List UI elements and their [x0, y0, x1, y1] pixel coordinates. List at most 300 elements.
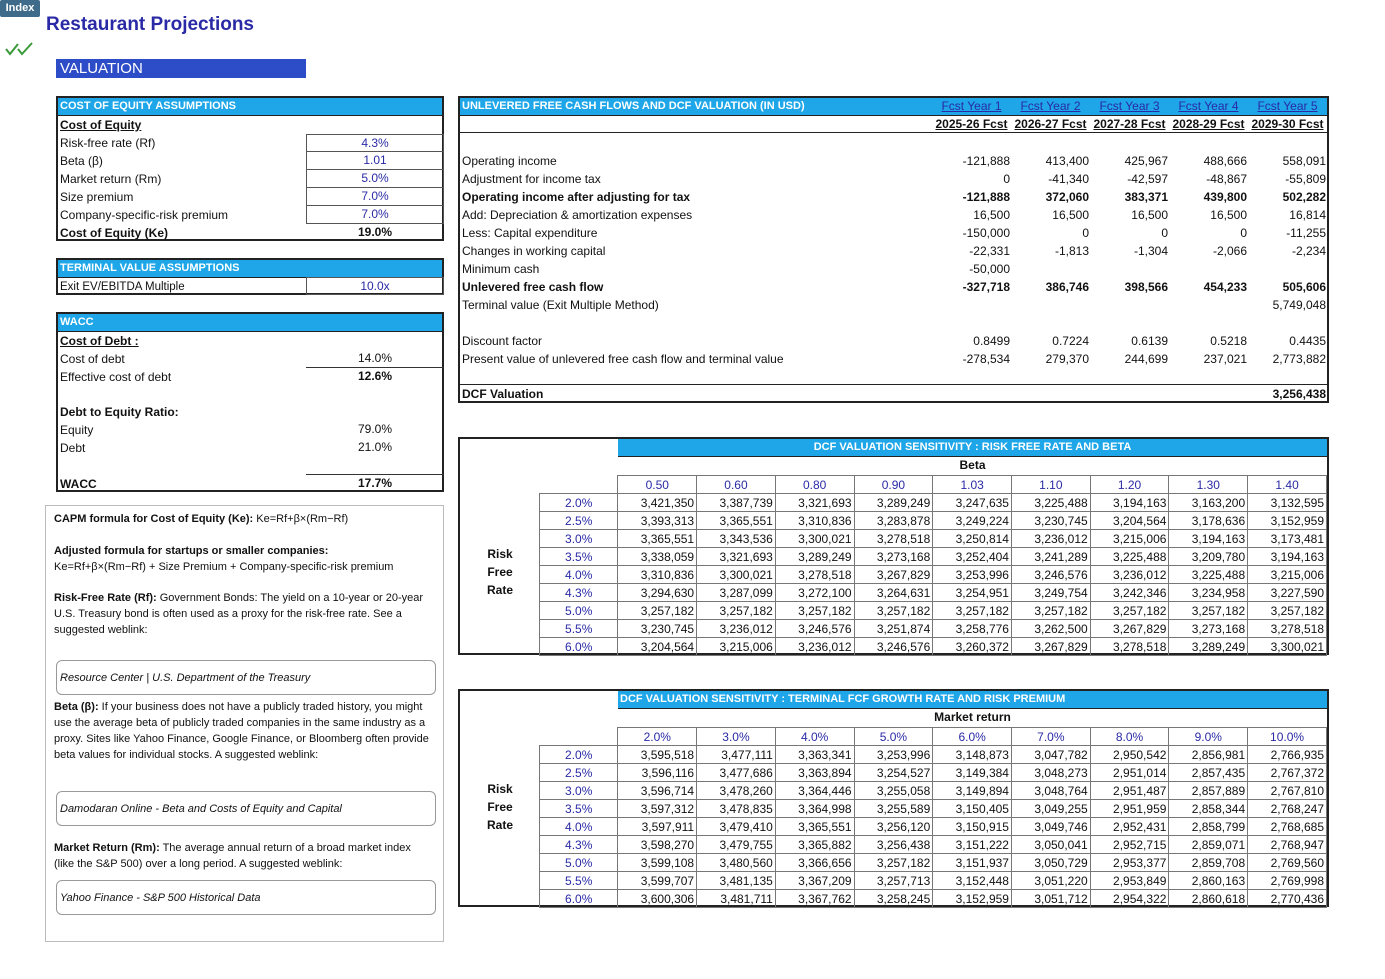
- beta-note-title: Beta (β):: [54, 701, 99, 713]
- table-cell: 3,215,006: [1248, 566, 1327, 584]
- debt-value: 21.0%: [357, 440, 393, 454]
- table-cell: 3,283,878: [854, 512, 933, 530]
- table-cell: 3,267,829: [1090, 620, 1169, 638]
- table-cell: 3,267,829: [854, 566, 933, 584]
- table-cell: 3,225,488: [1169, 566, 1248, 584]
- dcf-header: UNLEVERED FREE CASH FLOWS AND DCF VALUATION (IN USD): [460, 98, 930, 116]
- table-cell: 2,953,377: [1090, 854, 1169, 872]
- dcf-row-value: [1009, 260, 1089, 278]
- table-cell: 3,257,182: [697, 602, 776, 620]
- table-cell: 3,365,882: [775, 836, 854, 854]
- dcf-row-value: 16,500: [1052, 208, 1089, 222]
- dcf-row-value: -55,809: [1285, 172, 1326, 186]
- row-header: 4.0%: [540, 566, 618, 584]
- wacc-header: WACC: [58, 314, 442, 332]
- table-row: [540, 818, 1327, 836]
- column-header: 0.60: [697, 476, 776, 494]
- table-cell: 3,367,762: [775, 890, 854, 908]
- fcst-year2-link[interactable]: Fcst Year 2: [1020, 99, 1081, 113]
- dcf-panel: [458, 96, 1329, 403]
- table-cell: 3,234,958: [1169, 584, 1248, 602]
- adjusted-formula: Ke=Rf+β×(Rm−Rf) + Size Premium + Company-specific-risk premium: [54, 561, 394, 573]
- table-cell: 3,289,249: [1169, 638, 1248, 656]
- discount-factor-value: 0.5218: [1210, 334, 1247, 348]
- table-cell: 3,363,894: [775, 764, 854, 782]
- dcf-row-value: 0: [1082, 226, 1089, 240]
- table-cell: 3,287,099: [697, 584, 776, 602]
- table-row: [540, 872, 1327, 890]
- row-header: 3.0%: [540, 530, 618, 548]
- table-cell: 3,225,488: [1090, 548, 1169, 566]
- table-cell: 3,173,481: [1248, 530, 1327, 548]
- dcf-row-label: Terminal value (Exit Multiple Method): [462, 298, 659, 312]
- risk-axis-title: Free: [487, 565, 513, 579]
- table-cell: 3,300,021: [1248, 638, 1327, 656]
- row-header: 2.5%: [540, 764, 618, 782]
- table-cell: 3,253,996: [933, 566, 1012, 584]
- table-cell: 2,951,487: [1090, 782, 1169, 800]
- rf-note-text: Government Bonds: The yield on a 10-year or 20-year U.S. Treasury bond is often used as a proxy for the risk-free rate. See a suggested weblink:: [54, 592, 424, 636]
- dcf-row-label: Operating income after adjusting for tax: [462, 190, 691, 204]
- dcf-row-value: 16,500: [973, 208, 1010, 222]
- dcf-row-value: 439,800: [1203, 190, 1247, 204]
- table-cell: 3,365,551: [775, 818, 854, 836]
- table-cell: 3,250,814: [933, 530, 1012, 548]
- dcf-row-value: 398,566: [1124, 280, 1168, 294]
- table-cell: 3,481,135: [697, 872, 776, 890]
- dcf-row-value: -48,867: [1206, 172, 1247, 186]
- risk-axis-title: Free: [487, 800, 513, 814]
- dcf-row-value: 558,091: [1282, 154, 1326, 168]
- damodaran-link[interactable]: Damodaran Online - Beta and Costs of Equity and Capital: [56, 791, 436, 826]
- table-cell: 3,600,306: [618, 890, 697, 908]
- rm-label: Market return (Rm): [60, 172, 162, 186]
- table-cell: 3,249,754: [1011, 584, 1090, 602]
- dcf-row-value: [930, 296, 1010, 314]
- table-cell: 3,148,873: [933, 746, 1012, 764]
- treasury-link[interactable]: Resource Center | U.S. Department of the Treasury: [56, 660, 436, 695]
- table-cell: 3,152,959: [1248, 512, 1327, 530]
- table-row: [540, 620, 1327, 638]
- table-cell: 3,242,346: [1090, 584, 1169, 602]
- table-row: [540, 890, 1327, 908]
- dcf-row-value: -22,331: [969, 244, 1010, 258]
- present-value-value: -278,534: [962, 352, 1010, 366]
- exit-multiple-input[interactable]: 10.0x: [306, 277, 444, 295]
- table-cell: 3,152,448: [933, 872, 1012, 890]
- table-row: [540, 764, 1327, 782]
- table-cell: 3,151,222: [933, 836, 1012, 854]
- present-value-value: 244,699: [1124, 352, 1168, 366]
- table-cell: 3,273,168: [854, 548, 933, 566]
- beta-label: Beta (β): [60, 154, 103, 168]
- year-header: 2026-27 Fcst: [1014, 117, 1087, 131]
- risk-axis-title: Rate: [486, 818, 513, 832]
- table-cell: 3,479,755: [697, 836, 776, 854]
- fcst-year3-link[interactable]: Fcst Year 3: [1099, 99, 1160, 113]
- table-cell: 3,365,551: [618, 530, 697, 548]
- double-check-icon: [4, 38, 34, 58]
- dcf-row-value: 372,060: [1045, 190, 1089, 204]
- table-cell: 3,598,270: [618, 836, 697, 854]
- de-ratio-title: Debt to Equity Ratio:: [60, 405, 179, 419]
- column-header: 9.0%: [1169, 728, 1248, 746]
- discount-factor-value: 0.6139: [1131, 334, 1168, 348]
- adjusted-title: Adjusted formula for startups or smaller companies:: [54, 545, 329, 557]
- table-cell: 3,163,200: [1169, 494, 1248, 512]
- dcf-row-value: 0: [1240, 226, 1247, 240]
- dcf-row-value: -41,340: [1048, 172, 1089, 186]
- table-cell: 2,953,849: [1090, 872, 1169, 890]
- table-cell: 3,278,518: [775, 566, 854, 584]
- table-cell: 2,857,889: [1169, 782, 1248, 800]
- dcf-row-value: 505,606: [1282, 280, 1326, 294]
- sensitivity-market-panel: [458, 689, 1329, 907]
- dcf-valuation-value: 3,256,438: [1272, 387, 1326, 401]
- table-cell: 3,258,776: [933, 620, 1012, 638]
- table-cell: 3,236,012: [1090, 566, 1169, 584]
- risk-axis-title: Rate: [486, 583, 513, 597]
- table-row: [540, 602, 1327, 620]
- table-cell: 2,952,715: [1090, 836, 1169, 854]
- table-cell: 2,858,344: [1169, 800, 1248, 818]
- table-cell: 3,480,560: [697, 854, 776, 872]
- terminal-value-header: TERMINAL VALUE ASSUMPTIONS: [58, 260, 442, 278]
- table-cell: 3,241,289: [1011, 548, 1090, 566]
- ke-label: Cost of Equity (Ke): [60, 226, 168, 240]
- cost-of-equity-subtitle: Cost of Equity: [60, 118, 142, 132]
- table-cell: 3,254,951: [933, 584, 1012, 602]
- table-cell: 3,225,488: [1011, 494, 1090, 512]
- dcf-row-value: 425,967: [1124, 154, 1168, 168]
- table-cell: 3,289,249: [854, 494, 933, 512]
- table-row: [540, 566, 1327, 584]
- table-row: [540, 854, 1327, 872]
- terminal-value-panel: [56, 258, 444, 295]
- table-cell: 3,251,874: [854, 620, 933, 638]
- year-header: 2028-29 Fcst: [1172, 117, 1245, 131]
- row-header: 5.5%: [540, 872, 618, 890]
- table-cell: 3,300,021: [697, 566, 776, 584]
- table-cell: 3,478,260: [697, 782, 776, 800]
- present-value-value: 2,773,882: [1272, 352, 1326, 366]
- table-cell: 3,150,915: [933, 818, 1012, 836]
- table-row: [540, 746, 1327, 764]
- table-row: [540, 836, 1327, 854]
- page-title: Restaurant Projections: [46, 14, 254, 35]
- table-cell: 2,857,435: [1169, 764, 1248, 782]
- year-header: 2025-26 Fcst: [935, 117, 1008, 131]
- table-row: [540, 512, 1327, 530]
- table-cell: 2,952,431: [1090, 818, 1169, 836]
- dcf-valuation-label: DCF Valuation: [462, 387, 544, 401]
- table-cell: 3,194,163: [1248, 548, 1327, 566]
- column-header: 10.0%: [1248, 728, 1327, 746]
- column-header: 5.0%: [854, 728, 933, 746]
- table-cell: 3,247,635: [933, 494, 1012, 512]
- table-cell: 3,343,536: [697, 530, 776, 548]
- table-cell: 3,249,224: [933, 512, 1012, 530]
- table-cell: 2,951,014: [1090, 764, 1169, 782]
- table-cell: 3,256,438: [854, 836, 933, 854]
- table-cell: 3,227,590: [1248, 584, 1327, 602]
- dcf-row-value: -121,888: [962, 154, 1010, 168]
- table-cell: 3,151,937: [933, 854, 1012, 872]
- table-cell: 3,236,012: [775, 638, 854, 656]
- table-cell: 3,364,998: [775, 800, 854, 818]
- dcf-row-label: Adjustment for income tax: [462, 172, 601, 186]
- table-cell: 3,597,312: [618, 800, 697, 818]
- table-cell: 3,278,518: [1090, 638, 1169, 656]
- dcf-row-value: -11,255: [1286, 226, 1326, 240]
- row-header: 3.5%: [540, 800, 618, 818]
- table-cell: 3,479,410: [697, 818, 776, 836]
- table-row: [540, 494, 1327, 512]
- row-header: 5.0%: [540, 854, 618, 872]
- size-premium-label: Size premium: [60, 190, 134, 204]
- table-cell: 3,252,404: [933, 548, 1012, 566]
- dcf-row-value: 16,500: [1210, 208, 1247, 222]
- table-cell: 2,860,163: [1169, 872, 1248, 890]
- discount-factor-value: 0.4435: [1289, 334, 1326, 348]
- table-cell: 3,132,595: [1248, 494, 1327, 512]
- table-cell: 3,209,780: [1169, 548, 1248, 566]
- dcf-row-value: -1,813: [1054, 244, 1089, 258]
- table-cell: 3,596,116: [618, 764, 697, 782]
- row-header: 2.0%: [540, 494, 618, 512]
- table-cell: 3,364,446: [775, 782, 854, 800]
- index-button[interactable]: Index: [0, 0, 40, 17]
- table-row: [540, 548, 1327, 566]
- table-cell: 3,051,220: [1011, 872, 1090, 890]
- company-risk-input[interactable]: 7.0%: [306, 206, 444, 224]
- capm-formula: Ke=Rf+β×(Rm−Rf): [253, 513, 349, 525]
- table-cell: 3,366,656: [775, 854, 854, 872]
- table-cell: 3,257,182: [775, 602, 854, 620]
- beta-note-text: If your business does not have a publicly traded history, you might use the average beta of publicly traded companies in the same industry as a proxy. Sites like Yahoo Finance, Google Finance, or Bloomberg often provide beta values for individual stocks. A suggested weblink:: [54, 701, 429, 761]
- table-cell: 3,257,182: [854, 854, 933, 872]
- row-header: 3.0%: [540, 782, 618, 800]
- size-premium-input[interactable]: 7.0%: [306, 188, 444, 206]
- dcf-row-value: 0: [1161, 226, 1168, 240]
- table-cell: 2,769,998: [1248, 872, 1327, 890]
- table-cell: 3,477,686: [697, 764, 776, 782]
- dcf-row-label: Less: Capital expenditure: [462, 226, 598, 240]
- dcf-row-value: 413,400: [1045, 154, 1089, 168]
- dcf-row-value: -42,597: [1127, 172, 1168, 186]
- exit-multiple-label: Exit EV/EBITDA Multiple: [60, 281, 185, 293]
- sensitivity-beta-panel: [458, 437, 1329, 655]
- ke-value: 19.0%: [357, 225, 393, 239]
- dcf-row-value: 5,749,048: [1272, 298, 1326, 312]
- dcf-row-value: [1167, 296, 1247, 314]
- dcf-row-label: Unlevered free cash flow: [462, 280, 604, 294]
- column-header: 7.0%: [1011, 728, 1090, 746]
- dcf-row-value: -150,000: [962, 226, 1010, 240]
- table-row: [540, 530, 1327, 548]
- sensitivity-market-header: DCF VALUATION SENSITIVITY : TERMINAL FCF GROWTH RATE AND RISK PREMIUM: [618, 691, 1327, 709]
- table-cell: 2,859,708: [1169, 854, 1248, 872]
- column-header: 0.90: [854, 476, 933, 494]
- table-cell: 3,262,500: [1011, 620, 1090, 638]
- year-header: 2029-30 Fcst: [1251, 117, 1324, 131]
- table-cell: 3,599,707: [618, 872, 697, 890]
- dcf-row-value: 16,500: [1131, 208, 1168, 222]
- table-cell: 3,049,746: [1011, 818, 1090, 836]
- dcf-row-value: [1246, 260, 1326, 278]
- table-cell: 2,951,959: [1090, 800, 1169, 818]
- yahoo-link[interactable]: Yahoo Finance - S&P 500 Historical Data: [56, 880, 436, 915]
- discount-factor-value: 0.7224: [1052, 334, 1089, 348]
- sensitivity-market-table: [539, 727, 1327, 908]
- table-cell: 3,051,712: [1011, 890, 1090, 908]
- dcf-row-value: [1088, 296, 1168, 314]
- table-cell: 2,770,436: [1248, 890, 1327, 908]
- row-header: 4.0%: [540, 818, 618, 836]
- company-risk-label: Company-specific-risk premium: [60, 208, 229, 222]
- cost-of-debt-value: 14.0%: [306, 350, 444, 368]
- dcf-row-label: Minimum cash: [462, 262, 540, 276]
- table-cell: 3,194,163: [1090, 494, 1169, 512]
- beta-axis-title: Beta: [959, 458, 986, 472]
- dcf-row-value: -327,718: [962, 280, 1010, 294]
- column-header: 3.0%: [697, 728, 776, 746]
- dcf-row-label: Operating income: [462, 154, 557, 168]
- table-cell: 3,289,249: [775, 548, 854, 566]
- table-cell: 3,254,527: [854, 764, 933, 782]
- table-cell: 3,152,959: [933, 890, 1012, 908]
- dcf-row-value: 383,371: [1124, 190, 1168, 204]
- equity-value: 79.0%: [357, 422, 393, 436]
- table-cell: 3,257,182: [1011, 602, 1090, 620]
- row-header: 5.5%: [540, 620, 618, 638]
- table-cell: 3,246,576: [854, 638, 933, 656]
- wacc-value: 17.7%: [306, 474, 444, 492]
- table-cell: 3,393,313: [618, 512, 697, 530]
- fcst-year4-link[interactable]: Fcst Year 4: [1178, 99, 1239, 113]
- table-cell: 3,150,405: [933, 800, 1012, 818]
- table-row: [540, 638, 1327, 656]
- table-cell: 3,204,564: [618, 638, 697, 656]
- dcf-row-value: [1009, 296, 1089, 314]
- table-cell: 3,257,182: [1248, 602, 1327, 620]
- table-cell: 3,050,729: [1011, 854, 1090, 872]
- table-cell: 3,338,059: [618, 548, 697, 566]
- dcf-row-value: [1088, 260, 1168, 278]
- fcst-year5-link[interactable]: Fcst Year 5: [1257, 99, 1318, 113]
- table-cell: 3,477,111: [697, 746, 776, 764]
- table-cell: 2,767,372: [1248, 764, 1327, 782]
- table-cell: 2,860,618: [1169, 890, 1248, 908]
- table-cell: 3,050,041: [1011, 836, 1090, 854]
- table-cell: 3,272,100: [775, 584, 854, 602]
- table-cell: 3,256,120: [854, 818, 933, 836]
- row-header: 2.5%: [540, 512, 618, 530]
- cost-of-equity-panel: [56, 96, 444, 241]
- table-cell: 3,273,168: [1169, 620, 1248, 638]
- table-cell: 3,387,739: [697, 494, 776, 512]
- row-header: 5.0%: [540, 602, 618, 620]
- sensitivity-beta-table: [539, 475, 1327, 656]
- dcf-row-value: 488,666: [1203, 154, 1247, 168]
- table-cell: 3,257,182: [854, 602, 933, 620]
- debt-label: Debt: [60, 441, 86, 455]
- beta-input[interactable]: 1.01: [306, 152, 444, 170]
- present-value-value: 279,370: [1045, 352, 1089, 366]
- table-cell: 3,599,108: [618, 854, 697, 872]
- row-header: 3.5%: [540, 548, 618, 566]
- risk-axis-title: Risk: [487, 547, 513, 561]
- table-cell: 2,768,685: [1248, 818, 1327, 836]
- table-cell: 3,365,551: [697, 512, 776, 530]
- rm-input[interactable]: 5.0%: [306, 170, 444, 188]
- table-cell: 3,310,836: [618, 566, 697, 584]
- table-cell: 3,246,576: [1011, 566, 1090, 584]
- table-cell: 3,300,021: [775, 530, 854, 548]
- rf-label: Risk-free rate (Rf): [60, 136, 156, 150]
- dcf-row-value: -121,888: [962, 190, 1010, 204]
- table-cell: 2,954,322: [1090, 890, 1169, 908]
- fcst-year1-link[interactable]: Fcst Year 1: [941, 99, 1002, 113]
- table-cell: 3,257,182: [618, 602, 697, 620]
- dcf-row-value: -50,000: [969, 262, 1010, 276]
- table-cell: 3,255,058: [854, 782, 933, 800]
- table-cell: 3,596,714: [618, 782, 697, 800]
- table-cell: 3,257,182: [1090, 602, 1169, 620]
- column-header: 4.0%: [775, 728, 854, 746]
- column-header: 1.40: [1248, 476, 1327, 494]
- row-header: 4.3%: [540, 836, 618, 854]
- present-value-value: 237,021: [1203, 352, 1247, 366]
- table-cell: 2,858,799: [1169, 818, 1248, 836]
- table-row: [540, 584, 1327, 602]
- column-header: 0.80: [775, 476, 854, 494]
- table-cell: 3,278,518: [1248, 620, 1327, 638]
- table-cell: 3,597,911: [618, 818, 697, 836]
- dcf-row-value: -2,234: [1291, 244, 1326, 258]
- table-cell: 2,768,247: [1248, 800, 1327, 818]
- wacc-panel: [56, 312, 444, 492]
- table-cell: 3,257,713: [854, 872, 933, 890]
- effective-cod-value: 12.6%: [357, 369, 393, 383]
- table-cell: 2,950,542: [1090, 746, 1169, 764]
- table-cell: 3,194,163: [1169, 530, 1248, 548]
- cost-of-debt-label: Cost of debt: [60, 352, 125, 366]
- table-cell: 2,769,560: [1248, 854, 1327, 872]
- dcf-row-value: [1167, 260, 1247, 278]
- table-cell: 3,595,518: [618, 746, 697, 764]
- rf-input[interactable]: 4.3%: [306, 134, 444, 152]
- table-row: [540, 800, 1327, 818]
- table-cell: 3,049,255: [1011, 800, 1090, 818]
- table-cell: 3,321,693: [775, 494, 854, 512]
- year-header: 2027-28 Fcst: [1093, 117, 1166, 131]
- table-cell: 3,258,245: [854, 890, 933, 908]
- table-cell: 2,768,947: [1248, 836, 1327, 854]
- table-cell: 3,260,372: [933, 638, 1012, 656]
- rf-note-title: Risk-Free Rate (Rf):: [54, 592, 157, 604]
- column-header: 1.10: [1011, 476, 1090, 494]
- mr-note-text: The average annual return of a broad market index (like the S&P 500) over a long period. A suggested weblink:: [54, 842, 411, 870]
- dcf-row-value: -2,066: [1212, 244, 1247, 258]
- dcf-row-value: -1,304: [1133, 244, 1168, 258]
- dcf-row-value: 454,233: [1203, 280, 1247, 294]
- table-cell: 3,278,518: [854, 530, 933, 548]
- table-cell: 2,856,981: [1169, 746, 1248, 764]
- mr-note-title: Market Return (Rm):: [54, 842, 160, 854]
- cost-of-equity-header: COST OF EQUITY ASSUMPTIONS: [58, 98, 442, 116]
- table-cell: 3,363,341: [775, 746, 854, 764]
